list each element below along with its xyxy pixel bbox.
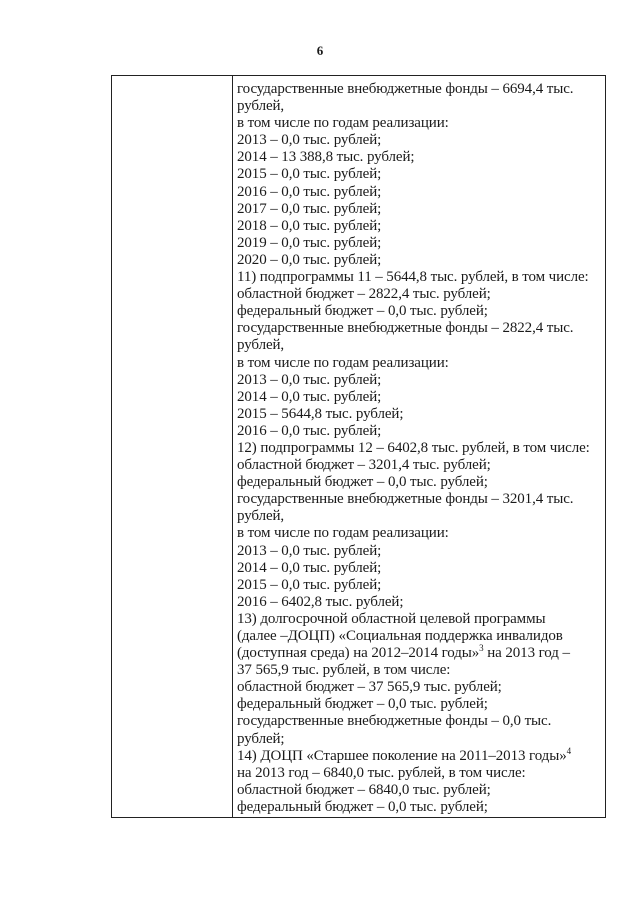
text-line: государственные внебюджетные фонды – 0,0 тыс. [237,713,552,730]
text-line: 2014 – 0,0 тыс. рублей; [237,388,382,405]
text-line: рублей; [237,730,285,747]
text-line: 2015 – 0,0 тыс. рублей; [237,576,382,593]
text-segment: (доступная среда) на 2012–2014 годы» [237,645,480,662]
text-line: 2015 – 0,0 тыс. рублей; [237,166,382,183]
footnote-marker: 3 [479,643,484,654]
page-number: 6 [316,43,324,58]
text-line: 2013 – 0,0 тыс. рублей; [237,371,382,388]
text-line: рублей, [237,98,285,115]
text-line: 2019 – 0,0 тыс. рублей; [237,234,382,251]
text-line: федеральный бюджет – 0,0 тыс. рублей; [237,474,488,491]
text-line: 2014 – 13 388,8 тыс. рублей; [237,149,415,166]
text-line: федеральный бюджет – 0,0 тыс. рублей; [237,798,488,815]
column-divider [232,75,233,818]
text-line: 2016 – 0,0 тыс. рублей; [237,183,382,200]
text-segment: 14) ДОЦП «Старшее поколение на 2011–2013 годы» [237,747,567,764]
text-line-footnoted [237,745,599,765]
table-right-cell [237,81,599,816]
text-line: 12) подпрограммы 12 – 6402,8 тыс. рублей, в том числе: [237,439,590,456]
text-line: 13) долгосрочной областной целевой программы [237,610,546,627]
text-line: областной бюджет – 3201,4 тыс. рублей; [237,457,491,474]
text-line: областной бюджет – 37 565,9 тыс. рублей; [237,679,502,696]
text-line: рублей, [237,508,285,525]
text-line: государственные внебюджетные фонды – 6694,4 тыс. [237,81,574,97]
text-line: федеральный бюджет – 0,0 тыс. рублей; [237,696,488,713]
text-line: государственные внебюджетные фонды – 3201,4 тыс. [237,491,574,508]
text-line: 2016 – 6402,8 тыс. рублей; [237,593,404,610]
text-line: 2020 – 0,0 тыс. рублей; [237,251,382,268]
text-line: 37 565,9 тыс. рублей, в том числе: [237,662,451,679]
text-line: федеральный бюджет – 0,0 тыс. рублей; [237,303,488,320]
text-line: 2017 – 0,0 тыс. рублей; [237,200,382,217]
text-line: 2016 – 0,0 тыс. рублей; [237,422,382,439]
text-line: 2015 – 5644,8 тыс. рублей; [237,405,404,422]
text-line: областной бюджет – 2822,4 тыс. рублей; [237,286,491,303]
text-line: областной бюджет – 6840,0 тыс. рублей; [237,781,491,798]
text-line: государственные внебюджетные фонды – 2822,4 тыс. [237,320,574,337]
text-line: 2018 – 0,0 тыс. рублей; [237,217,382,234]
text-line: рублей, [237,337,285,354]
text-line: 2013 – 0,0 тыс. рублей; [237,542,382,559]
text-segment: на 2013 год – [483,645,570,662]
text-line: 2014 – 0,0 тыс. рублей; [237,559,382,576]
footnote-marker: 4 [566,745,571,756]
text-line: в том числе по годам реализации: [237,115,449,132]
text-line: в том числе по годам реализации: [237,354,449,371]
text-line: 11) подпрограммы 11 – 5644,8 тыс. рублей, в том числе: [237,269,589,286]
text-line: на 2013 год – 6840,0 тыс. рублей, в том числе: [237,764,526,781]
text-line: в том числе по годам реализации: [237,525,449,542]
text-line-footnoted [237,645,599,662]
text-line: 2013 – 0,0 тыс. рублей; [237,132,382,149]
text-line: (далее –ДОЦП) «Социальная поддержка инвалидов [237,628,563,644]
